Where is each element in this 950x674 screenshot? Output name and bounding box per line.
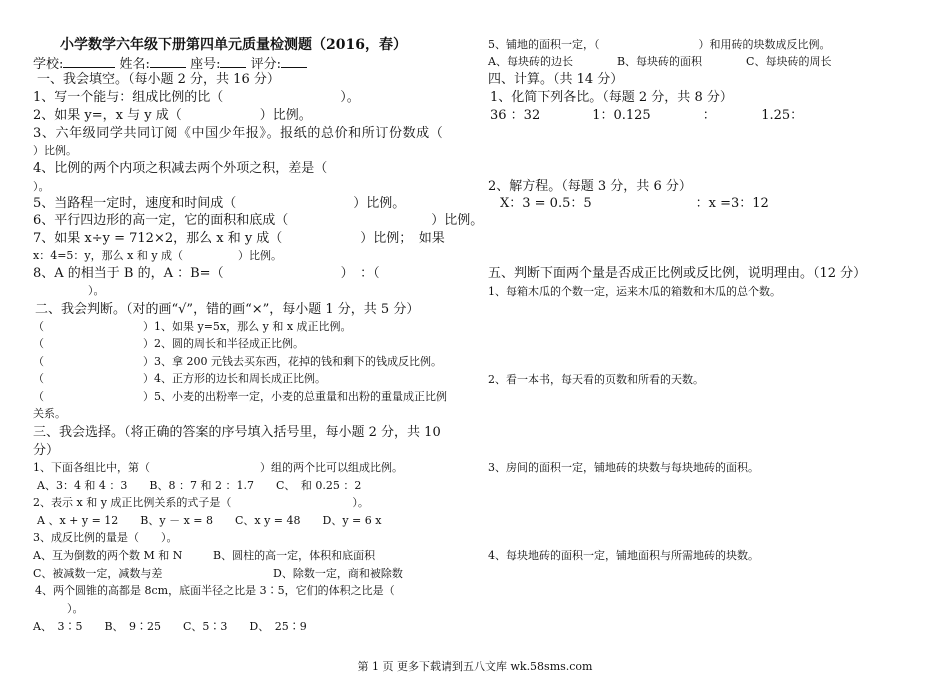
right-column [488, 0, 928, 672]
s1-question-3-cont: ）比例。 [33, 144, 77, 157]
s2-item: （ ）2、圆的周长和半径成正比例。 [33, 337, 304, 350]
s3-question-5: 5、铺地的面积一定，（ ）和用砖的块数成反比例。 [488, 38, 831, 51]
s1-question-5: 5、当路程一定时，速度和时间成（ ）比例。 [33, 196, 406, 211]
s4-part-2-heading: 2、解方程。（每题 3 分，共 6 分） [488, 179, 692, 194]
s3-question-5-options: A、每块砖的边长 B、每块砖的面积 C、每块砖的周长 [488, 55, 832, 68]
s1-question-8-cont: ）。 [88, 284, 105, 297]
s4-part-2-items: Ⅹ：3 = 0.5：5 ：x =3：12 [500, 196, 769, 211]
s3-question-1-options: A、3：4 和 4 ：3 B、8 ：7 和 2 ：1.7 C、 和 0.25 ：2 [37, 479, 362, 492]
s5-item: 3、房间的面积一定，铺地砖的块数与每块地砖的面积。 [488, 461, 759, 474]
s1-question-7: 7、如果 x÷y = 712×2，那么 x 和 y 成（ ）比例； 如果 [33, 231, 445, 246]
section-3-heading: 三、我会选择。（将正确的答案的序号填入括号里，每小题 2 分，共 10 [33, 425, 441, 440]
s3-question-1: 1、下面各组比中，第（ ）组的两个比可以组成比例。 [33, 461, 403, 474]
s1-question-6: 6、平行四边形的高一定，它的面积和底成（ ）比例。 [33, 213, 484, 228]
school-label: 学校: [33, 57, 64, 72]
seat-blank[interactable] [220, 56, 246, 68]
page-footer: 第 1 页 更多下载请到五八文库 wk.58sms.com [357, 660, 593, 673]
s2-item: （ ）3、拿 200 元钱去买东西，花掉的钱和剩下的钱成反比例。 [33, 355, 442, 368]
s1-question-2: 2、如果 y=，x 与 y 成（ ）比例。 [33, 108, 312, 123]
s3-question-3-option-d: D、除数一定，商和被除数 [273, 567, 403, 580]
s2-item-5-cont: 关系。 [33, 407, 66, 420]
s1-question-4-cont: ）。 [33, 180, 50, 193]
section-5-heading: 五、判断下面两个量是否成正比例或反比例，说明理由。（12 分） [488, 266, 867, 281]
seat-label: 座号: [190, 57, 221, 72]
s1-question-4: 4、比例的两个内项之积减去两个外项之积，差是（ [33, 161, 328, 176]
s1-question-1: 1、写一个能与：组成比例的比（ ）。 [33, 90, 360, 105]
score-blank[interactable] [281, 56, 307, 68]
s1-question-3: 3、六年级同学共同订阅《中国少年报》。报纸的总价和所订份数成（ [33, 126, 444, 141]
school-blank[interactable] [63, 56, 115, 68]
s2-item: （ ）4、正方形的边长和周长成正比例。 [33, 372, 326, 385]
s3-question-4-cont: ）。 [67, 602, 84, 615]
s3-question-4: 4、两个圆锥的高都是 8cm，底面半径之比是 3∶5，它们的体积之比是（ [35, 584, 395, 597]
section-2-heading: 二、我会判断。（对的画“√”，错的画“×”，每小题 1 分，共 5 分） [35, 302, 420, 317]
s4-part-1-items: 36 ：32 1：0.125 ： 1.25： [490, 108, 804, 123]
name-label: 姓名: [119, 57, 150, 72]
score-label: 评分: [250, 57, 281, 72]
section-3-heading-cont: 分） [33, 443, 60, 458]
s3-question-3-option-b: B、圆柱的高一定，体积和底面积 [213, 549, 376, 562]
s4-part-1-heading: 1、化简下列各比。（每题 2 分，共 8 分） [490, 90, 733, 105]
s5-item: 1、每箱木瓜的个数一定，运来木瓜的箱数和木瓜的总个数。 [488, 285, 781, 298]
s3-question-4-options: A、 3∶5 B、 9∶25 C、5∶3 D、 25∶9 [33, 620, 307, 633]
s3-question-3-option-a: A、互为倒数的两个数 M 和 N [33, 549, 183, 562]
name-blank[interactable] [150, 56, 186, 68]
page-title: 小学数学六年级下册第四单元质量检测题（2016，春） [60, 37, 407, 53]
s2-item: （ ）1、如果 y=5x，那么 y 和 x 成正比例。 [33, 320, 352, 333]
s3-question-3: 3、成反比例的量是（ ）。 [33, 531, 178, 544]
s3-question-3-option-c: C、被减数一定，减数与差 [33, 567, 163, 580]
s5-item: 2、看一本书，每天看的页数和所看的天数。 [488, 373, 704, 386]
s2-item: （ ）5、小麦的出粉率一定，小麦的总重量和出粉的重量成正比例 [33, 390, 447, 403]
s3-question-2-options: A 、x + y = 12 B、y － x = 8 C、x y = 48 D、y = 6 x [37, 514, 382, 527]
section-1-heading: 一、我会填空。（每小题 2 分，共 16 分） [37, 72, 280, 87]
student-info-line [33, 56, 307, 71]
s5-item: 4、每块地砖的面积一定，铺地面积与所需地砖的块数。 [488, 549, 759, 562]
s1-question-7-cont: x：4=5：y，那么 x 和 y 成（ ）比例。 [33, 249, 283, 262]
section-4-heading: 四、计算。（共 14 分） [488, 72, 624, 87]
s3-question-2: 2、表示 x 和 y 成正比例关系的式子是（ ）。 [33, 496, 369, 509]
left-column [33, 0, 484, 672]
s1-question-8: 8、A 的相当于 B 的，A ：B=（ ） ：（ [33, 266, 380, 281]
